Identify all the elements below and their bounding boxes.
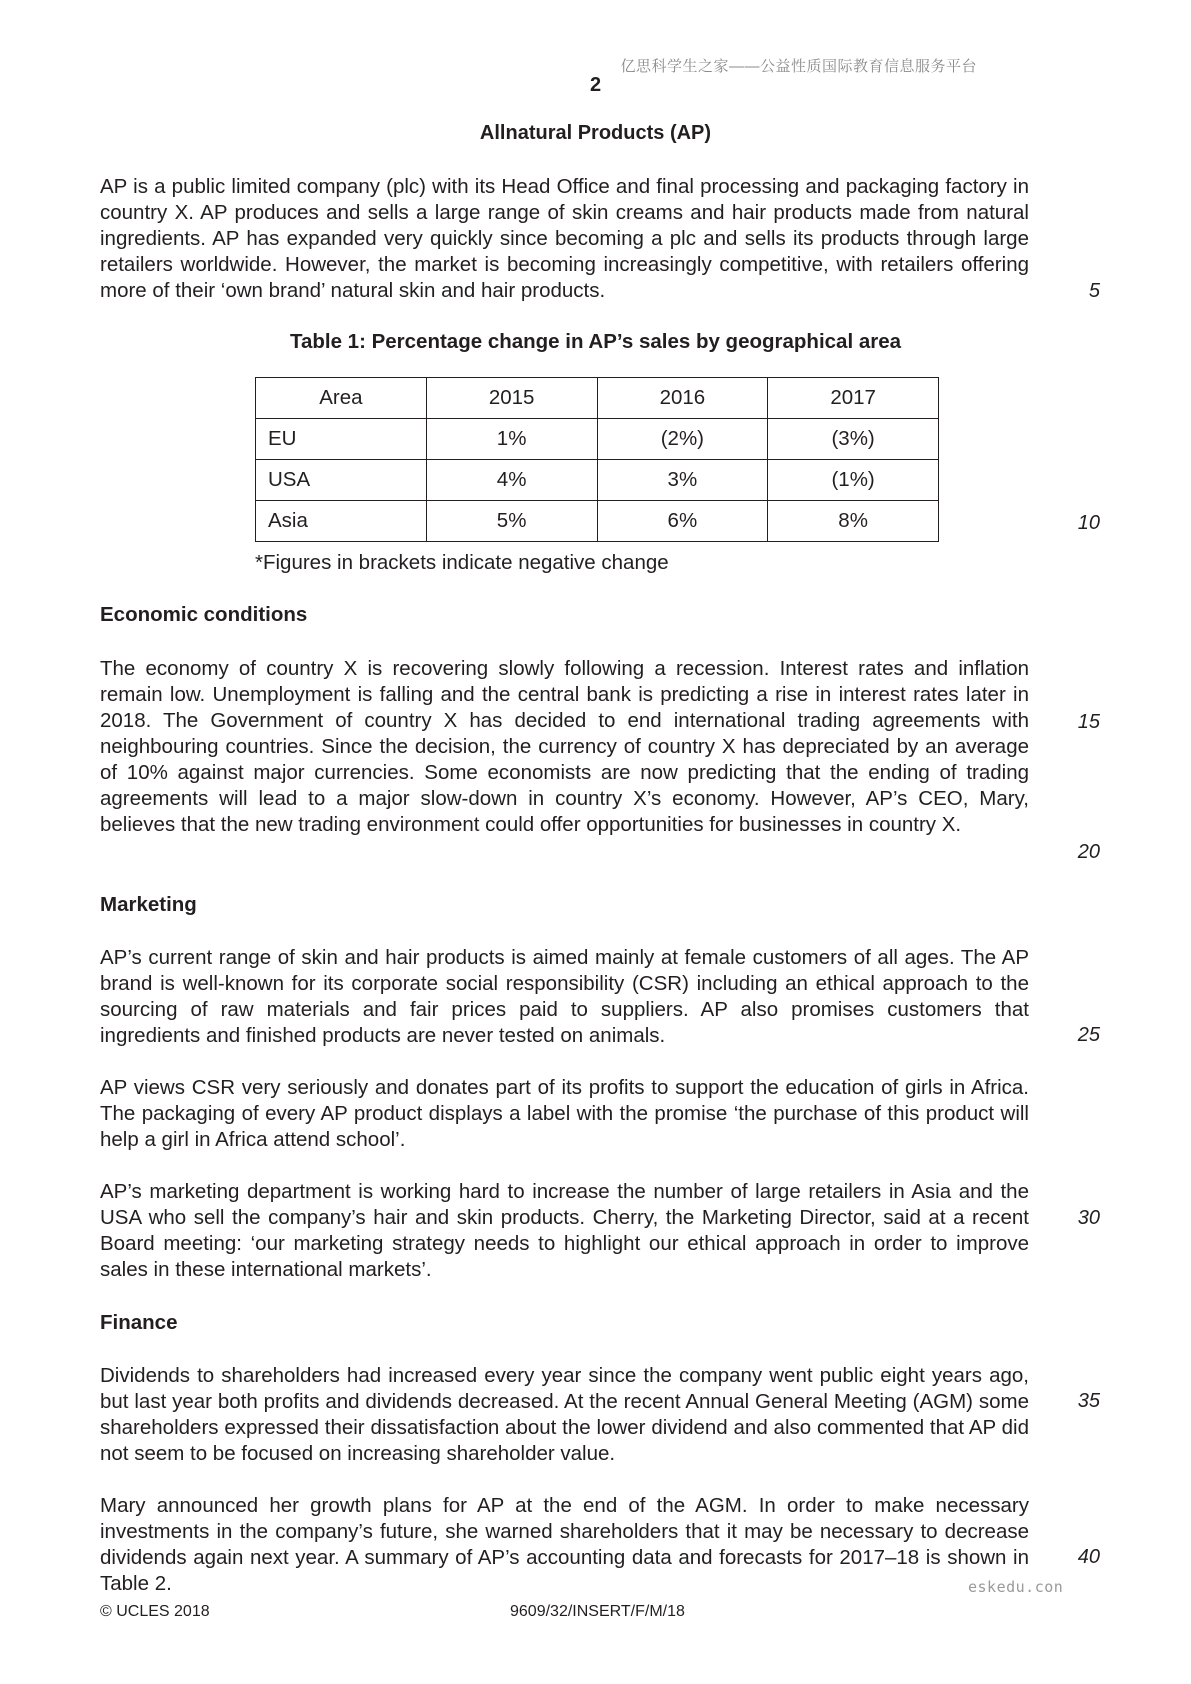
marketing-text-1: AP’s current range of skin and hair products is aimed mainly at female customers of all ages. The AP brand is well-known for its corporate social responsibility (CSR) including an ethical approach to the sourcing of raw materials and fair prices paid to suppliers. AP also promises customers that ingredients and finished products are never tested on animals. <box>100 946 1029 1047</box>
economic-heading: Economic conditions <box>100 603 308 626</box>
document-title: Allnatural Products (AP) <box>479 122 712 144</box>
marketing-heading: Marketing <box>100 893 197 916</box>
watermark-text: 亿思科学生之家——公益性质国际教育信息服务平台 <box>620 58 977 75</box>
table-cell: 4% <box>426 460 597 501</box>
table-cell: (2%) <box>597 419 768 460</box>
intro-paragraph <box>100 174 1029 304</box>
finance-paragraph-2 <box>100 1493 1029 1597</box>
line-number: 35 <box>1077 1390 1100 1412</box>
table-cell: 5% <box>426 501 597 542</box>
line-number: 10 <box>1077 512 1100 534</box>
table-row <box>256 460 939 501</box>
table-header-cell: 2015 <box>426 378 597 419</box>
economic-paragraph <box>100 656 1029 838</box>
table-header-cell: Area <box>256 378 427 419</box>
site-watermark: eskedu.con <box>968 1578 1064 1596</box>
footer-copyright: © UCLES 2018 <box>100 1603 210 1620</box>
finance-text-2: Mary announced her growth plans for AP at the end of the AGM. In order to make necessary investments in the company’s future, she warned shareholders that it may be necessary to decrease dividends again next year. A summary of AP’s accounting data and forecasts for 2017–18 is shown in Table 2. <box>100 1494 1029 1595</box>
line-number: 40 <box>1077 1546 1100 1568</box>
footer-code: 9609/32/INSERT/F/M/18 <box>510 1603 685 1620</box>
table-row <box>256 419 939 460</box>
page-number: 2 <box>589 74 602 96</box>
table-cell: EU <box>256 419 427 460</box>
marketing-paragraph-3 <box>100 1179 1029 1283</box>
table-note: *Figures in brackets indicate negative change <box>255 551 669 574</box>
table-header-row <box>256 378 939 419</box>
line-number: 5 <box>1088 280 1100 302</box>
line-number: 20 <box>1077 841 1100 863</box>
marketing-paragraph-1 <box>100 945 1029 1049</box>
finance-paragraph-1 <box>100 1363 1029 1467</box>
marketing-text-2: AP views CSR very seriously and donates part of its profits to support the education of girls in Africa. The packaging of every AP product displays a label with the promise ‘the purchase of this product will help a girl in Africa attend school’. <box>100 1076 1029 1151</box>
marketing-text-3: AP’s marketing department is working hard to increase the number of large retailers in Asia and the USA who sell the company’s hair and skin products. Cherry, the Marketing Director, said at a recent Board meeting: ‘our marketing strategy needs to highlight our ethical approach in order to improve sales in these international markets’. <box>100 1180 1029 1281</box>
line-number: 15 <box>1077 711 1100 733</box>
finance-heading: Finance <box>100 1311 178 1334</box>
table-cell: 8% <box>768 501 939 542</box>
table-cell: USA <box>256 460 427 501</box>
economic-text: The economy of country X is recovering slowly following a recession. Interest rates and inflation remain low. Unemployment is falling and the central bank is predicting a rise in interest rates later in 2018. The Government of country X has decided to end international trading agreements with neighbouring countries. Since the decision, the currency of country X has depreciated by an average of 10% against major currencies. Some economists are now predicting that the ending of trading agreements will lead to a major slow-down in country X’s economy. However, AP’s CEO, Mary, believes that the new trading environment could offer opportunities for businesses in country X. <box>100 657 1029 836</box>
table-cell: Asia <box>256 501 427 542</box>
marketing-paragraph-2 <box>100 1075 1029 1153</box>
sales-table <box>255 377 939 542</box>
table-cell: 6% <box>597 501 768 542</box>
line-number: 25 <box>1077 1024 1100 1046</box>
table1-title: Table 1: Percentage change in AP’s sales by geographical area <box>289 330 902 353</box>
table-cell: (3%) <box>768 419 939 460</box>
line-number: 30 <box>1077 1207 1100 1229</box>
table-cell: 3% <box>597 460 768 501</box>
table-row <box>256 501 939 542</box>
table-header-cell: 2016 <box>597 378 768 419</box>
table-header-cell: 2017 <box>768 378 939 419</box>
intro-text: AP is a public limited company (plc) with its Head Office and final processing and packaging factory in country X. AP produces and sells a large range of skin creams and hair products made from natural ingredients. AP has expanded very quickly since becoming a plc and sells its products through large retailers worldwide. However, the market is becoming increasingly competitive, with retailers offering more of their ‘own brand’ natural skin and hair products. <box>100 175 1029 302</box>
table-cell: (1%) <box>768 460 939 501</box>
finance-text-1: Dividends to shareholders had increased every year since the company went public eight years ago, but last year both profits and dividends decreased. At the recent Annual General Meeting (AGM) some shareholders expressed their dissatisfaction about the lower dividend and also commented that AP did not seem to be focused on increasing shareholder value. <box>100 1364 1029 1465</box>
table-cell: 1% <box>426 419 597 460</box>
